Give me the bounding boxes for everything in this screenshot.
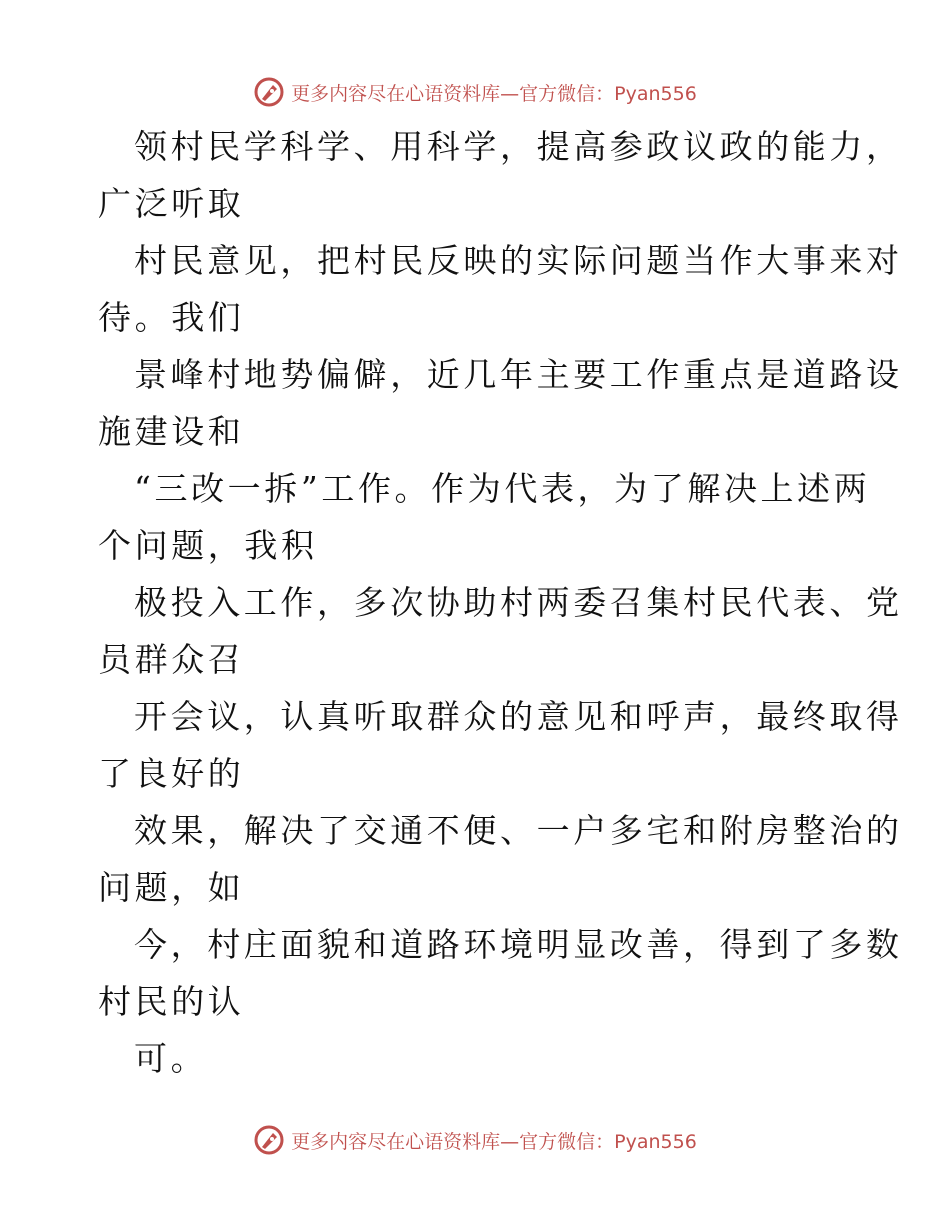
paragraph xyxy=(98,574,903,688)
paragraph-line: 个问题，我积 xyxy=(98,526,318,565)
paragraph-line: 员群众召 xyxy=(98,640,245,679)
document-body xyxy=(98,118,903,1087)
paragraph-line: 施建设和 xyxy=(98,412,245,451)
paragraph xyxy=(98,118,903,232)
paragraph xyxy=(98,232,903,346)
paragraph-line: 开会议，认真听取群众的意见和呼声，最终取得 xyxy=(134,697,903,736)
header-watermark xyxy=(0,72,950,112)
paragraph xyxy=(98,802,903,916)
paragraph-line: 领村民学科学、用科学，提高参政议政的能力， xyxy=(134,127,903,166)
paragraph xyxy=(98,688,903,802)
paragraph-line: 极投入工作，多次协助村两委召集村民代表、党 xyxy=(134,583,903,622)
paragraph-line: 广泛听取 xyxy=(98,184,245,223)
pen-nib-logo-icon xyxy=(253,1124,285,1156)
paragraph xyxy=(98,1030,858,1087)
paragraph-line: 村民的认 xyxy=(98,982,245,1021)
watermark-text: 更多内容尽在心语资料库—官方微信：Pyan556 xyxy=(291,1130,697,1153)
paragraph-line: 了良好的 xyxy=(98,754,245,793)
paragraph-line: 今，村庄面貌和道路环境明显改善，得到了多数 xyxy=(134,925,903,964)
paragraph-line: 问题，如 xyxy=(98,868,245,907)
paragraph-line: 效果，解决了交通不便、一户多宅和附房整治的 xyxy=(134,811,903,850)
paragraph xyxy=(98,460,871,574)
pen-nib-logo-icon xyxy=(253,76,285,108)
watermark-text: 更多内容尽在心语资料库—官方微信：Pyan556 xyxy=(291,82,697,105)
paragraph-line: 待。我们 xyxy=(98,298,245,337)
paragraph xyxy=(98,916,903,1030)
footer-watermark xyxy=(0,1120,950,1160)
paragraph-line: 村民意见，把村民反映的实际问题当作大事来对 xyxy=(134,241,903,280)
paragraph-line: 景峰村地势偏僻，近几年主要工作重点是道路设 xyxy=(134,355,903,394)
paragraph xyxy=(98,346,903,460)
paragraph-line: 可。 xyxy=(134,1039,208,1078)
paragraph-line: “三改一拆”工作。作为代表，为了解决上述两 xyxy=(134,469,871,508)
